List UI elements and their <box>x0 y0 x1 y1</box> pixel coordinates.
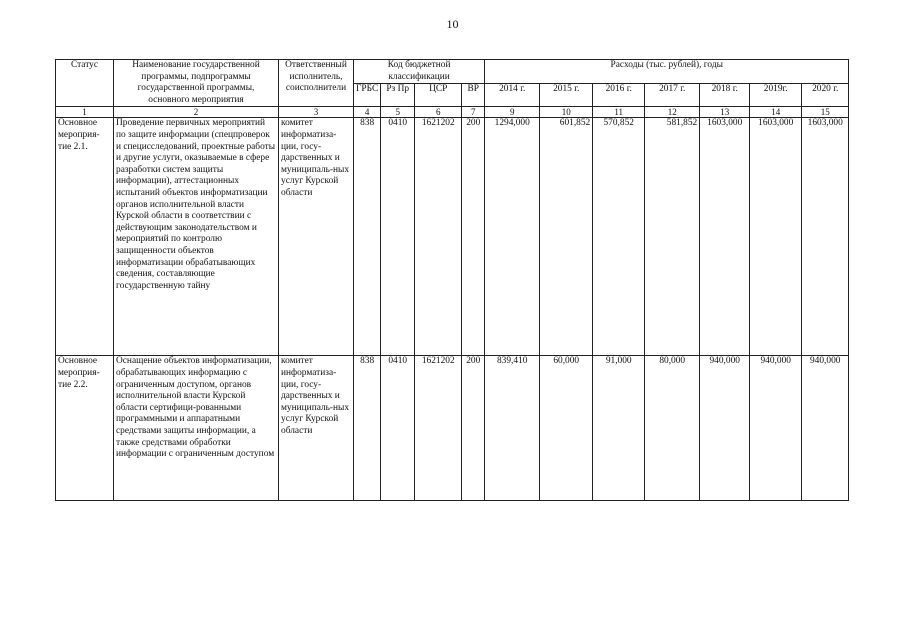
row-value-2017: 581,852 <box>645 118 700 356</box>
page-number: 10 <box>446 17 459 31</box>
row-responsible: комитет информатиза-ции, госу-дарственных и муниципаль-ных услуг Курской области <box>279 118 354 356</box>
row-value-2018: 940,000 <box>700 356 750 501</box>
column-number: 1 <box>56 107 114 118</box>
table-row <box>56 356 849 501</box>
header-vr: ВР <box>462 84 485 107</box>
row-name: Оснащение объектов информатизации, обрабатывающих информацию с ограниченным доступом, органов исполнительной власти Курской области сертифици-рованными программными и аппаратными средствами защиты информации, а также средствами обработки информации с ограниченным доступом <box>114 356 279 501</box>
row-rzpr: 0410 <box>381 356 415 501</box>
header-grbs: ГРБС <box>354 84 381 107</box>
row-value-2018: 1603,000 <box>700 118 750 356</box>
row-vr: 200 <box>462 118 485 356</box>
row-value-2020: 1603,000 <box>802 118 849 356</box>
row-status: Основное мероприя-тие 2.1. <box>56 118 114 356</box>
budget-table <box>55 59 849 501</box>
row-value-2017: 80,000 <box>645 356 700 501</box>
column-number: 14 <box>750 107 802 118</box>
row-value-2020: 940,000 <box>802 356 849 501</box>
header-year-2018: 2018 г. <box>700 84 750 107</box>
row-csr: 1621202 <box>415 118 462 356</box>
column-number: 9 <box>485 107 540 118</box>
header-row-1 <box>56 60 849 84</box>
column-number: 13 <box>700 107 750 118</box>
row-value-2019: 940,000 <box>750 356 802 501</box>
row-value-2016: 570,852 <box>593 118 645 356</box>
row-name: Проведение первичных мероприятий по защите информации (спецпроверок и специсследований, проектные работы и другие услуги, оказываемые в сфере разработки систем защиты информации), аттестационных испытаний объектов информатизации органов исполнительной власти Курской области в соответствии с действующим законодательством и мероприятий по контролю защищенности объектов информатизации обрабатывающих сведения, составляющие государственную тайну <box>114 118 279 356</box>
row-value-2014: 839,410 <box>485 356 540 501</box>
header-year-2017: 2017 г. <box>645 84 700 107</box>
column-number: 15 <box>802 107 849 118</box>
row-value-2015: 601,852 <box>540 118 593 356</box>
row-value-2019: 1603,000 <box>750 118 802 356</box>
row-value-2015: 60,000 <box>540 356 593 501</box>
column-number: 3 <box>279 107 354 118</box>
column-number: 11 <box>593 107 645 118</box>
row-vr: 200 <box>462 356 485 501</box>
header-expenses: Расходы (тыс. рублей), годы <box>485 60 849 84</box>
header-year-2016: 2016 г. <box>593 84 645 107</box>
column-number-row <box>56 107 849 118</box>
header-responsible: Ответственный исполнитель, соисполнители <box>279 60 354 107</box>
row-grbs: 838 <box>354 356 381 501</box>
header-year-2020: 2020 г. <box>802 84 849 107</box>
row-csr: 1621202 <box>415 356 462 501</box>
column-number: 5 <box>381 107 415 118</box>
column-number: 7 <box>462 107 485 118</box>
table-row <box>56 118 849 356</box>
header-year-2014: 2014 г. <box>485 84 540 107</box>
column-number: 10 <box>540 107 593 118</box>
row-value-2016: 91,000 <box>593 356 645 501</box>
row-responsible: комитет информатиза-ции, госу-дарственных и муниципаль-ных услуг Курской области <box>279 356 354 501</box>
header-year-2015: 2015 г. <box>540 84 593 107</box>
row-rzpr: 0410 <box>381 118 415 356</box>
header-name: Наименование государственной программы, подпрограммы государственной программы, основного мероприятия <box>114 60 279 107</box>
header-budget-code: Код бюджетной классификации <box>354 60 485 84</box>
row-grbs: 838 <box>354 118 381 356</box>
column-number: 6 <box>415 107 462 118</box>
row-status: Основное мероприя-тие 2.2. <box>56 356 114 501</box>
header-year-2019: 2019г. <box>750 84 802 107</box>
row-value-2014: 1294,000 <box>485 118 540 356</box>
column-number: 2 <box>114 107 279 118</box>
column-number: 12 <box>645 107 700 118</box>
header-rzpr: Рз Пр <box>381 84 415 107</box>
column-number: 4 <box>354 107 381 118</box>
header-status: Статус <box>56 60 114 107</box>
header-csr: ЦСР <box>415 84 462 107</box>
